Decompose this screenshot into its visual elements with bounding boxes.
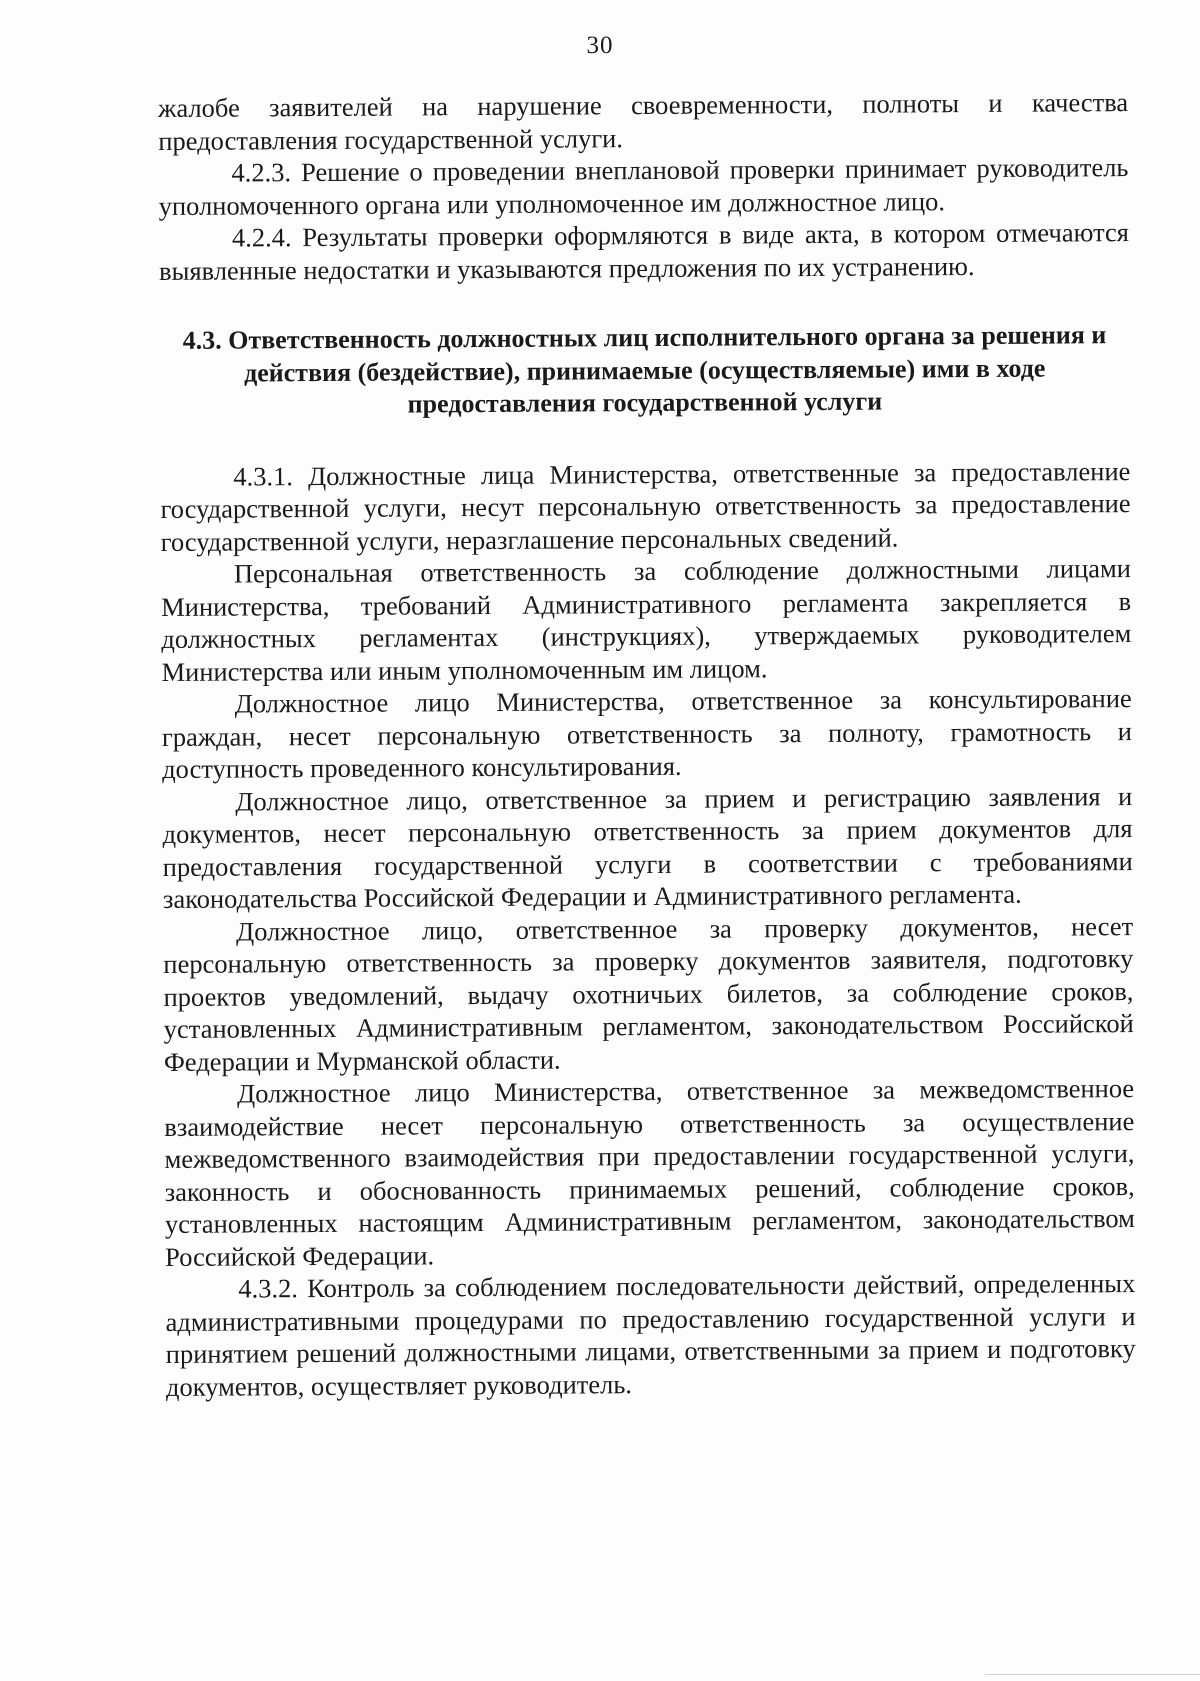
paragraph-4-2-3: 4.2.3. Решение о проведении внеплановой проверки принимает руководитель уполномоченного органа или уполномоченное им должностное лицо.: [158, 152, 1129, 221]
page-number: 30: [586, 32, 614, 59]
paragraph-4-2-4: 4.2.4. Результаты проверки оформляются в виде акта, в котором отмечаются выявленные недостатки и указываются предложения по их устранению.: [158, 217, 1129, 286]
paragraph-consulting-official: Должностное лицо Министерства, ответственное за консультирование граждан, несет персональную ответственность за полноту, грамотность и доступность проведенного консультирования.: [161, 683, 1133, 784]
paragraph-personal-responsibility: Персональная ответственность за соблюдение должностными лицами Министерства, требований Административного регламента закрепляется в должностных регламентах (инструкциях), утверждаемых руководителем Министерства или иным уполномоченным им лицом.: [161, 553, 1132, 687]
scan-edge-line: [985, 1674, 1200, 1675]
section-heading-4-3: 4.3. Ответственность должностных лиц исполнительного органа за решения и действия (бездействие), принимаемые (осуществляемые) ими в ходе предоставления государственной услуги: [182, 320, 1107, 419]
document-body: [158, 86, 1136, 1403]
paragraph-complaint-continuation: жалобе заявителей на нарушение своевременности, полноты и качества предоставления государственной услуги.: [158, 87, 1129, 156]
paragraph-document-check-official: Должностное лицо, ответственное за проверку документов, несет персональную ответственность за проверку документов заявителя, подготовку проектов уведомлений, выдачу охотничьих билетов, за соблюдение сроков, установленных Административным регламентом, законодательством Российской Федерации и Мурманской области.: [163, 910, 1134, 1077]
paragraph-registration-official: Должностное лицо, ответственное за прием и регистрацию заявления и документов, несет персональную ответственность за прием документов для предоставления государственной услуги в соответствии с требованиями законодательства Российской Федерации и Административного регламента.: [162, 780, 1133, 914]
paragraph-interagency-official: Должностное лицо Министерства, ответственное за межведомственное взаимодействие несет персональную ответственность за осуществление межведомственного взаимодействия при предоставлении государственной услуги, законность и обоснованность принимаемых решений, соблюдение сроков, установленных настоящим Административным регламентом, законодательством Российской Федерации.: [164, 1073, 1135, 1272]
paragraph-4-3-2: 4.3.2. Контроль за соблюдением последовательности действий, определенных административными процедурами по предоставлению государственной услуги и принятием решений должностными лицами, ответственными за прием и подготовку документов, осуществляет руководитель.: [165, 1268, 1136, 1402]
paragraph-4-3-1: 4.3.1. Должностные лица Министерства, ответственные за предоставление государственной услуги, несут персональную ответственность за предоставление государственной услуги, неразглашение персональных сведений.: [160, 455, 1131, 557]
